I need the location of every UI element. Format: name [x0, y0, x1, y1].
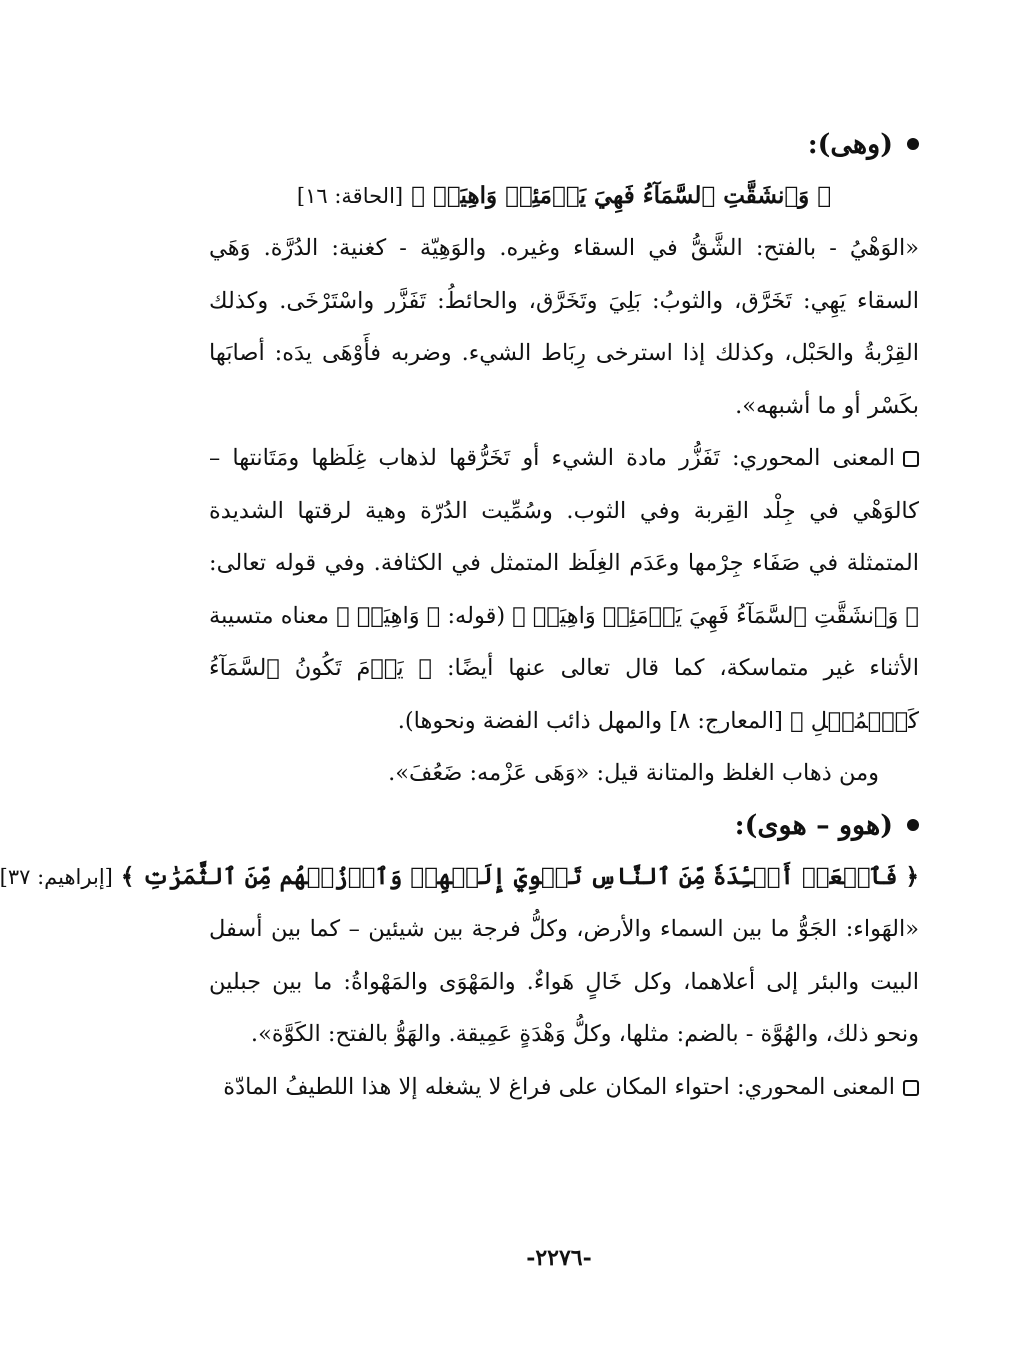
square-marker-icon — [903, 1080, 919, 1096]
page-body — [0, 118, 919, 1367]
verse-reference: [إبراهيم: ٣٧] — [0, 865, 113, 889]
bullet-icon — [907, 819, 919, 831]
core-meaning-text: المعنى المحوري: احتواء المكان على فراغ لا يشغله إلا هذا اللطيفُ المادّة — [223, 1073, 895, 1100]
dictionary-quote: «الهَواء: الجَوُّ ما بين السماء والأرض، وكلُّ فرجة بين شيئين – كما بين أسفل البيت والبئر إلى أعلاهما، وكل خَالٍ هَواءٌ. والمَهْوَى والمَهْواةُ: ما بين جبلين ونحو ذلك، والهُوَّة - بالضم: مثلها، وكلُّ وَهْدَةٍ عَمِيقة. والهَوُّ بالفتح: الكَوَّة». — [209, 916, 919, 1047]
verse-reference: [الحاقة: ١٦] — [296, 184, 404, 208]
square-marker-icon — [903, 451, 919, 467]
core-meaning-paragraph — [209, 1061, 919, 1114]
extra-note: ومن ذهاب الغلظ والمتانة قيل: «وَهَى عَزْمه: ضَعُفَ». — [388, 760, 879, 786]
verse-text: ﴿ وَٱنشَقَّتِ ٱلسَّمَآءُ فَهِيَ يَوۡمَئِذٖ وَاهِيَةٞ ﴾ — [411, 182, 832, 209]
core-meaning-paragraph — [209, 432, 919, 747]
entry-heading-text: (هوو – هوى): — [734, 809, 893, 841]
entry-heading-text: (وهى): — [807, 128, 893, 160]
quran-verse — [0, 851, 919, 903]
entry-heading — [209, 799, 919, 851]
entry-heading — [209, 118, 919, 170]
verse-text: ﴿ فَٱجۡعَلۡ أَفۡـِٔدَةٗ مِّنَ ٱلنَّاسِ تَهۡوِيٓ إِلَيۡهِمۡ وَٱرۡزُقۡهُم مِّنَ ٱلثَّمَرَٰتِ ﴾ — [120, 863, 919, 890]
dictionary-quote: «الوَهْيُ - بالفتح: الشَّقُّ في السقاء وغيره. والوَهِيّة - كغنية: الدُرَّة. وَهَي السقاء يَهِي: تَخَرَّق، والثوبُ: بَلِيَ وتَخَرَّق، والحائطُ: تَفَزَّر واسْتَرْخَى. وكذلك القِرْبةُ والحَبْل، وكذلك إذا استرخى رِبَاط الشيء. وضربه فأَوْهَى يدَه: أصابَها بكَسْر أو ما أشبهه». — [209, 235, 919, 419]
quran-verse — [209, 170, 919, 222]
page-number: -٢٢٧٦- — [526, 1245, 592, 1271]
core-meaning-text: المعنى المحوري: تَفَزُّر مادة الشيء أو تَخَرُّقها لذهاب غِلَظها ومَتَانتها – كالوَهْي في جِلْد القِربة وفي الثوب. وسُمِّيت الدُرّة وهية لرقتها الشديدة المتمثلة في صَفَاء جِرْمها وعَدَم الغِلَظ المتمثل في الكثافة. وفي قوله تعالى: ﴿ وَٱنشَقَّتِ ٱلسَّمَآءُ فَهِيَ يَوۡمَئِذٖ وَاهِيَةٞ ﴾ (قوله: ﴿ وَاهِيَةٞ ﴾ معناه متسيبة الأثناء غير متماسكة، كما قال تعالى عنها أيضًا: ﴿ يَوۡمَ تَكُونُ ٱلسَّمَآءُ كَٱلۡمُهۡلِ ﴾ [المعارج: ٨] والمهل ذائب الفضة ونحوها). — [209, 445, 919, 734]
bullet-icon — [907, 138, 919, 150]
